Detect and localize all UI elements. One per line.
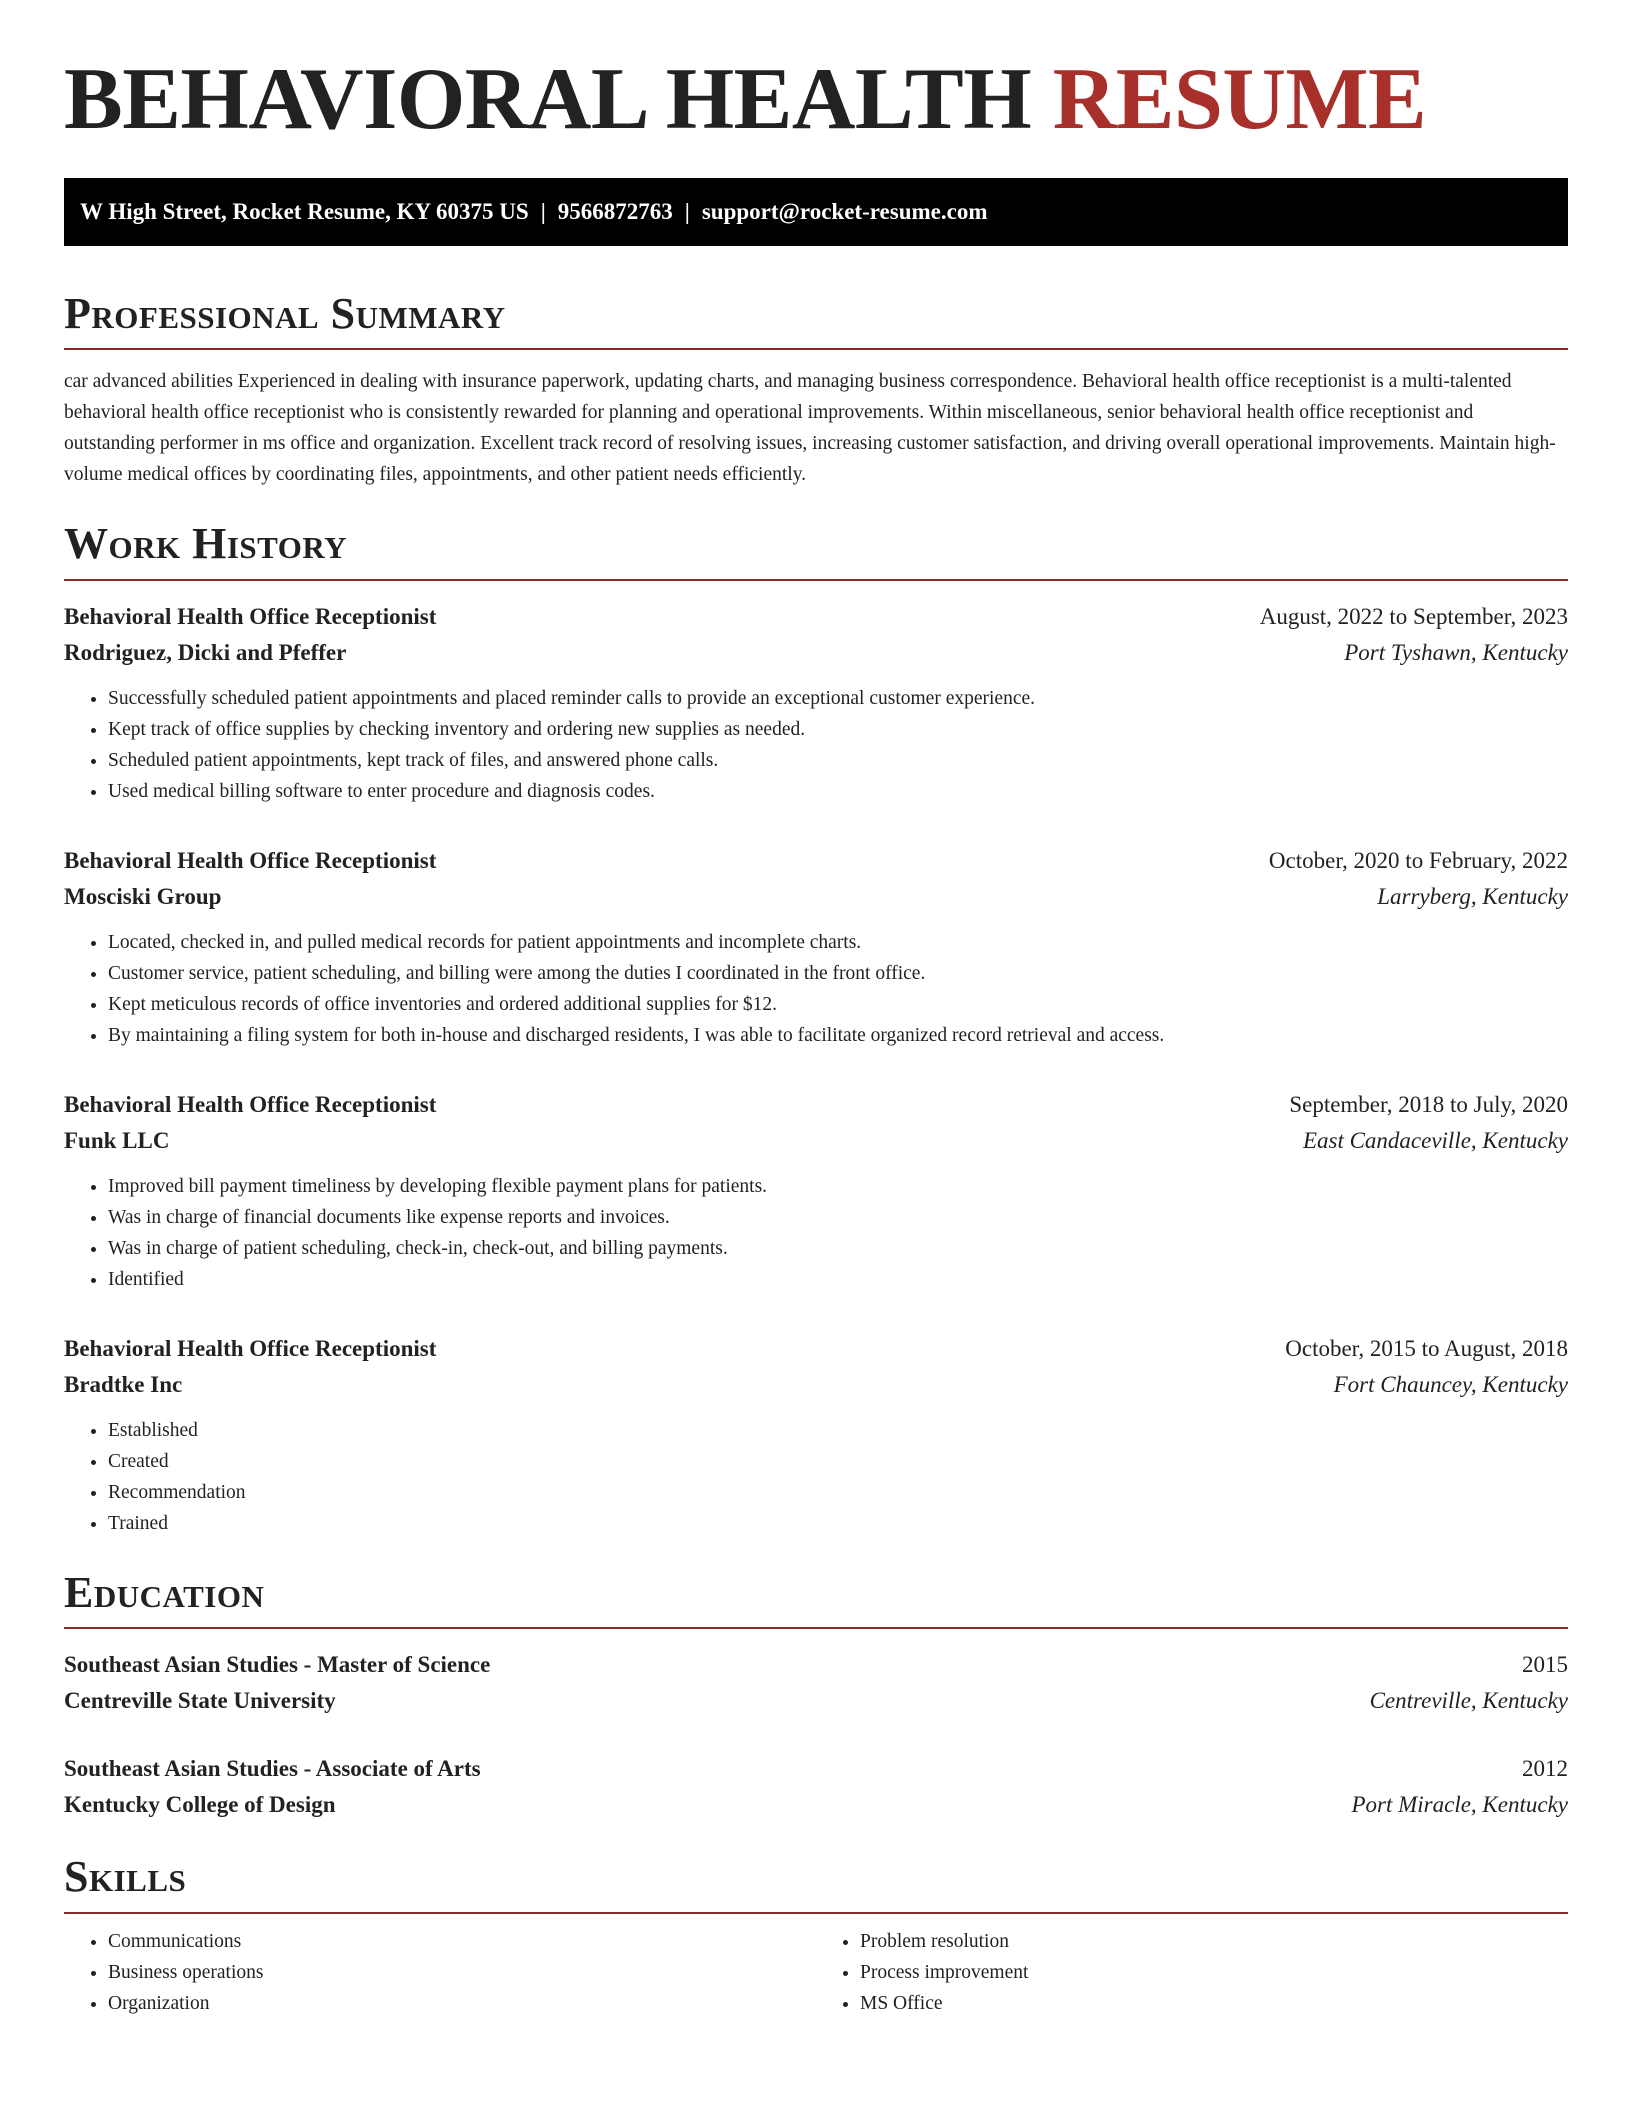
- section-heading-work: Work History: [64, 520, 1568, 580]
- job-header-row: [64, 843, 1568, 879]
- skill-item: • Communications: [108, 1926, 816, 1957]
- education-school: Kentucky College of Design: [64, 1792, 336, 1818]
- education-location: Centreville, Kentucky: [1369, 1688, 1568, 1714]
- education-degree: Southeast Asian Studies - Associate of Arts: [64, 1756, 481, 1782]
- section-heading-education: Education: [64, 1569, 1568, 1629]
- job-title: Behavioral Health Office Receptionist: [64, 603, 437, 629]
- skill-item: • Problem resolution: [860, 1926, 1568, 1957]
- job-bullet: • Established: [108, 1415, 1568, 1446]
- job-bullet: • Created: [108, 1446, 1568, 1477]
- education-degree-row: [64, 1647, 1568, 1683]
- contact-separator: |: [684, 199, 690, 224]
- job-header-row: [64, 599, 1568, 635]
- job-location: East Candaceville, Kentucky: [1302, 1127, 1568, 1153]
- job-bullets: [64, 927, 1568, 1051]
- job-bullet: • Was in charge of financial documents like expense reports and invoices.: [108, 1202, 1568, 1233]
- job-title: Behavioral Health Office Receptionist: [64, 1091, 437, 1117]
- job-dates: September, 2018 to July, 2020: [1289, 1091, 1568, 1117]
- education-section: [64, 1569, 1568, 1823]
- job-dates: October, 2020 to February, 2022: [1268, 847, 1568, 873]
- job-bullet: • Successfully scheduled patient appointments and placed reminder calls to provide an exceptional customer experience.: [108, 683, 1568, 714]
- job-bullets: [64, 683, 1568, 807]
- summary-text: car advanced abilities Experienced in dealing with insurance paperwork, updating charts, and managing business correspondence. Behavioral health office receptionist is a multi-talented behavioral health office receptionist who is consistently rewarded for planning and operational improvements. Within miscellaneous, senior behavioral health office receptionist and outstanding performer in ms office and organization. Excellent track record of resolving issues, increasing customer satisfaction, and driving overall operational improvements. Maintain high-volume medical offices by coordinating files, appointments, and other patient needs efficiently.: [64, 371, 1556, 486]
- skills-column-right: [816, 1926, 1568, 2019]
- title-accent: RESUME: [1052, 51, 1427, 148]
- section-heading-summary: Professional Summary: [64, 290, 1568, 350]
- job-bullet: • By maintaining a filing system for both in-house and discharged residents, I was able to facilitate organized record retrieval and access.: [108, 1020, 1568, 1051]
- job-bullet: • Scheduled patient appointments, kept track of files, and answered phone calls.: [108, 745, 1568, 776]
- contact-bar: [64, 178, 1568, 246]
- skill-item: • Business operations: [108, 1957, 816, 1988]
- skills-section: [64, 1853, 1568, 2018]
- skills-column-left: [64, 1926, 816, 2019]
- job-bullet: • Kept meticulous records of office inventories and ordered additional supplies for $12.: [108, 989, 1568, 1020]
- education-school: Centreville State University: [64, 1688, 336, 1714]
- job-location: Fort Chauncey, Kentucky: [1333, 1371, 1568, 1397]
- job-title: Behavioral Health Office Receptionist: [64, 847, 437, 873]
- job-entry: [64, 843, 1568, 1051]
- contact-email: support@rocket-resume.com: [701, 199, 988, 224]
- contact-separator: |: [540, 199, 546, 224]
- contact-address: W High Street, Rocket Resume, KY 60375 US: [80, 199, 529, 224]
- work-section: [64, 520, 1568, 1538]
- job-header-row: [64, 1087, 1568, 1123]
- job-header-row: [64, 1331, 1568, 1367]
- job-dates: August, 2022 to September, 2023: [1259, 603, 1568, 629]
- job-company-row: [64, 1367, 1568, 1403]
- job-bullet: • Trained: [108, 1508, 1568, 1539]
- job-bullet: • Identified: [108, 1264, 1568, 1295]
- job-company: Bradtke Inc: [64, 1371, 183, 1397]
- job-bullet: • Improved bill payment timeliness by developing flexible payment plans for patients.: [108, 1171, 1568, 1202]
- job-entry: [64, 1087, 1568, 1295]
- job-location: Larryberg, Kentucky: [1377, 883, 1568, 909]
- education-location: Port Miracle, Kentucky: [1351, 1792, 1568, 1818]
- section-heading-skills: Skills: [64, 1853, 1568, 1913]
- job-bullet: • Recommendation: [108, 1477, 1568, 1508]
- job-company: Rodriguez, Dicki and Pfeffer: [64, 639, 347, 665]
- job-company-row: [64, 879, 1568, 915]
- job-entry: [64, 599, 1568, 807]
- education-degree-row: [64, 1751, 1568, 1787]
- job-bullet: • Used medical billing software to enter procedure and diagnosis codes.: [108, 776, 1568, 807]
- education-entry: [64, 1751, 1568, 1823]
- education-school-row: [64, 1683, 1568, 1719]
- skill-item: • Organization: [108, 1988, 816, 2019]
- education-entry: [64, 1647, 1568, 1719]
- job-company: Mosciski Group: [64, 883, 222, 909]
- job-bullet: • Was in charge of patient scheduling, check-in, check-out, and billing payments.: [108, 1233, 1568, 1264]
- job-bullet: • Located, checked in, and pulled medical records for patient appointments and incomplete charts.: [108, 927, 1568, 958]
- contact-phone: 9566872763: [557, 199, 673, 224]
- job-bullets: [64, 1171, 1568, 1295]
- education-school-row: [64, 1787, 1568, 1823]
- skills-grid: [64, 1926, 1568, 2019]
- job-company: Funk LLC: [64, 1127, 170, 1153]
- job-bullets: [64, 1415, 1568, 1539]
- job-company-row: [64, 1123, 1568, 1159]
- resume-title: [64, 51, 1568, 148]
- job-location: Port Tyshawn, Kentucky: [1344, 639, 1568, 665]
- job-bullet: • Customer service, patient scheduling, and billing were among the duties I coordinated in the front office.: [108, 958, 1568, 989]
- job-title: Behavioral Health Office Receptionist: [64, 1335, 437, 1361]
- job-bullet: • Kept track of office supplies by checking inventory and ordering new supplies as needed.: [108, 714, 1568, 745]
- education-degree: Southeast Asian Studies - Master of Science: [64, 1652, 491, 1678]
- job-dates: October, 2015 to August, 2018: [1285, 1335, 1568, 1361]
- job-company-row: [64, 635, 1568, 671]
- job-entry: [64, 1331, 1568, 1539]
- summary-section: [64, 290, 1568, 490]
- education-year: 2012: [1522, 1756, 1568, 1782]
- title-main: BEHAVIORAL HEALTH: [64, 51, 1032, 148]
- skill-item: • Process improvement: [860, 1957, 1568, 1988]
- education-year: 2015: [1522, 1652, 1568, 1678]
- skill-item: • MS Office: [860, 1988, 1568, 2019]
